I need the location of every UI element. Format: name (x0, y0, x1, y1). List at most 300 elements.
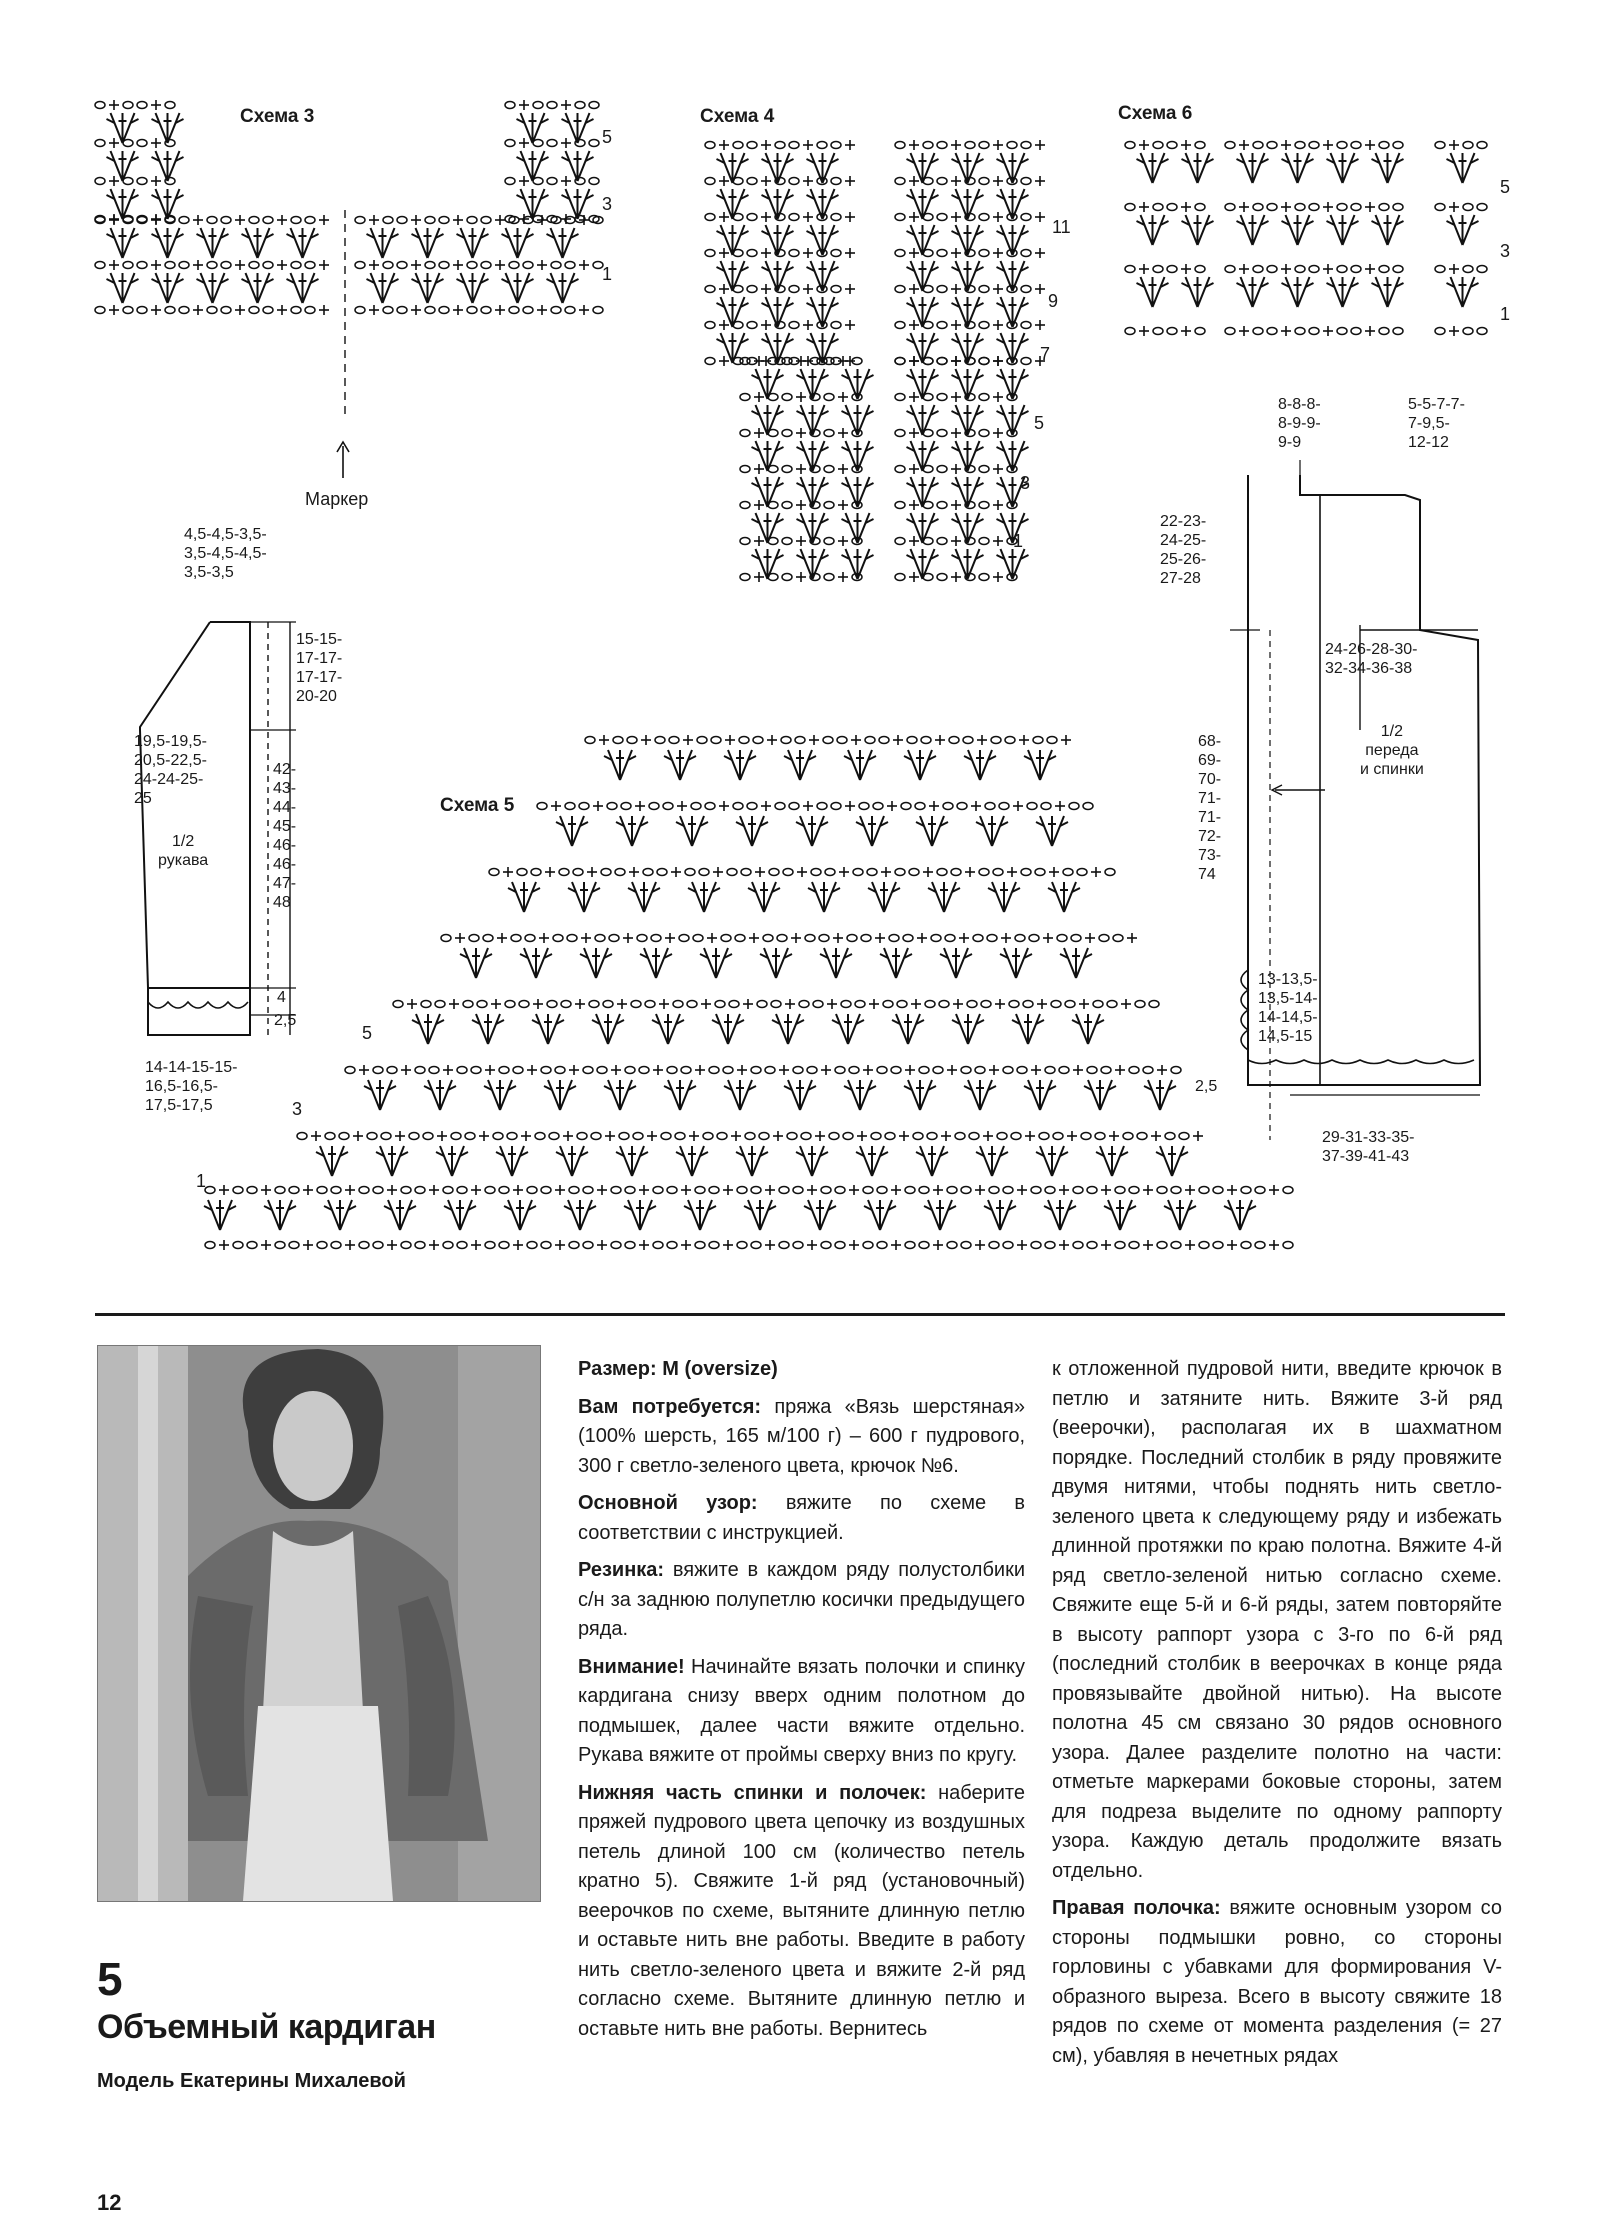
sleeve-top-width: 4,5-4,5-3,5- 3,5-4,5-4,5- 3,5-3,5 (184, 526, 267, 581)
stitch-stem (506, 228, 518, 258)
chain-mark (937, 574, 947, 581)
chain-mark (1153, 204, 1163, 211)
chain-mark (782, 574, 792, 581)
chain-mark (837, 737, 847, 744)
chain-mark (747, 214, 757, 221)
stitch-stem (776, 1014, 788, 1044)
sleeve-edge-height: 2,5 (274, 1012, 297, 1029)
chain-mark (1077, 869, 1087, 876)
chain-mark (747, 250, 757, 257)
stitch-stem (721, 153, 733, 183)
chain-mark (331, 1187, 341, 1194)
stitch-stem (168, 189, 180, 219)
chain-mark (789, 250, 799, 257)
chain-mark (1435, 204, 1445, 211)
text-column-1 (578, 1355, 1025, 2052)
section-divider (95, 1313, 1505, 1316)
stitch-stem (1331, 215, 1343, 245)
stitch-stem (680, 1146, 692, 1176)
stitch-stem (524, 948, 536, 978)
chain-mark (547, 178, 557, 185)
chain-mark (979, 574, 989, 581)
chain-mark (847, 935, 857, 942)
chain-mark (383, 217, 393, 224)
body-shoulder-width: 5-5-7-7- 7-9,5- 12-12 (1408, 396, 1465, 451)
chain-mark (733, 322, 743, 329)
chain-mark (1283, 1187, 1293, 1194)
stitch-stem (932, 882, 944, 912)
stitch-stem (911, 261, 923, 291)
stitch-stem (566, 151, 578, 181)
stitch-stem (608, 1080, 620, 1110)
chain-mark (1129, 1067, 1139, 1074)
stitch-stem (896, 1014, 908, 1044)
chain-mark (1435, 328, 1445, 335)
chain-mark (831, 286, 841, 293)
stitch-stem (246, 228, 258, 258)
chain-mark (1047, 737, 1057, 744)
chain-mark (123, 307, 133, 314)
stitch-stem (1112, 1146, 1124, 1176)
chain-mark (471, 1067, 481, 1074)
chain-mark (789, 286, 799, 293)
chain-mark (1125, 204, 1135, 211)
chain-mark (961, 1242, 971, 1249)
chain-mark (1017, 1067, 1027, 1074)
chain-mark (979, 502, 989, 509)
stitch-stem (220, 1200, 232, 1230)
schema-5-diagram (200, 720, 1320, 1260)
materials-paragraph: Вам потребуется: пряжа «Вязь шерстяная» (100% шерсть, 165 м/100 г) – 600 г пудрового, 300 г светло-зеленого цвета, крючок №6. (578, 1395, 1025, 1477)
chain-mark (737, 1187, 747, 1194)
stitch-stem (800, 1146, 812, 1176)
chain-mark (359, 1187, 369, 1194)
stitch-stem (566, 189, 578, 219)
schema-4-row-11: 11 (1052, 217, 1071, 237)
chain-mark (841, 1001, 851, 1008)
chain-mark (583, 1187, 593, 1194)
stitch-stem (1240, 1200, 1252, 1230)
chain-mark (975, 1067, 985, 1074)
stitch-stem (156, 151, 168, 181)
chain-mark (782, 358, 792, 365)
chain-mark (919, 1187, 929, 1194)
stitch-stem (716, 948, 728, 978)
chain-mark (317, 1242, 327, 1249)
chain-mark (1463, 142, 1473, 149)
stitch-stem (920, 750, 932, 780)
chain-mark (541, 1067, 551, 1074)
stitch-stem (868, 1200, 880, 1230)
chain-mark (1045, 1067, 1055, 1074)
chain-mark (485, 1187, 495, 1194)
stitch-stem (1048, 1200, 1060, 1230)
chain-mark (653, 1242, 663, 1249)
chain-mark (681, 1067, 691, 1074)
chain-mark (443, 1187, 453, 1194)
chain-mark (1153, 266, 1163, 273)
stitch-stem (1186, 215, 1198, 245)
stitch-stem (968, 1014, 980, 1044)
chain-mark (423, 1133, 433, 1140)
stitch-stem (944, 882, 956, 912)
stitch-stem (788, 1014, 800, 1044)
sleeve-bottom-width: 14-14-15-15- 16,5-16,5- 17,5-17,5 (145, 1059, 238, 1114)
chain-mark (1195, 142, 1205, 149)
chain-mark (782, 466, 792, 473)
chain-mark (639, 1067, 649, 1074)
stitch-stem (563, 273, 575, 303)
chain-mark (1051, 1001, 1061, 1008)
chain-mark (937, 538, 947, 545)
stitch-stem (524, 882, 536, 912)
stitch-stem (848, 1014, 860, 1044)
stitch-stem (846, 477, 858, 507)
chain-mark (425, 217, 435, 224)
stitch-stem (508, 1200, 520, 1230)
stitch-stem (440, 1080, 452, 1110)
stitch-stem (1298, 153, 1310, 183)
chain-mark (565, 262, 575, 269)
body-bottom-width: 29-31-33-35- 37-39-41-43 (1322, 1129, 1415, 1165)
stitch-stem (740, 816, 752, 846)
chain-mark (1337, 328, 1347, 335)
chain-mark (733, 178, 743, 185)
stitch-stem (911, 513, 923, 543)
chain-mark (533, 140, 543, 147)
chain-mark (777, 935, 787, 942)
chain-mark (1007, 142, 1017, 149)
chain-mark (813, 1001, 823, 1008)
chain-mark (733, 214, 743, 221)
stitch-stem (291, 273, 303, 303)
chain-mark (1021, 286, 1031, 293)
stitch-stem (1241, 153, 1253, 183)
chain-mark (779, 1242, 789, 1249)
stitch-stem (280, 1200, 292, 1230)
chain-mark (1195, 204, 1205, 211)
chain-mark (583, 1242, 593, 1249)
chain-mark (807, 1067, 817, 1074)
chain-mark (963, 737, 973, 744)
stitch-stem (500, 1146, 512, 1176)
stitch-stem (1463, 277, 1475, 307)
stitch-stem (756, 477, 768, 507)
chain-mark (1225, 204, 1235, 211)
chain-mark (1435, 142, 1445, 149)
chain-mark (415, 1187, 425, 1194)
stitch-stem (1141, 277, 1153, 307)
chain-mark (751, 1067, 761, 1074)
chain-mark (1255, 1242, 1265, 1249)
stitch-stem (704, 948, 716, 978)
chain-mark (1283, 1242, 1293, 1249)
chain-mark (547, 1001, 557, 1008)
stitch-stem (303, 228, 315, 258)
chain-mark (275, 1187, 285, 1194)
stitch-stem (846, 549, 858, 579)
chain-mark (1021, 142, 1031, 149)
chain-mark (877, 1187, 887, 1194)
chain-mark (735, 935, 745, 942)
chain-mark (947, 1187, 957, 1194)
chain-mark (483, 935, 493, 942)
chain-mark (1213, 1187, 1223, 1194)
sleeve-length: 42- 43- 44- 45- 46- 46- 47- 48 (273, 761, 297, 911)
schema-4-row-7: 7 (1040, 344, 1051, 364)
chain-mark (463, 1001, 473, 1008)
chain-mark (782, 538, 792, 545)
chain-mark (1337, 142, 1347, 149)
chain-mark (923, 466, 933, 473)
chain-mark (863, 1242, 873, 1249)
stitch-stem (1298, 215, 1310, 245)
chain-mark (247, 1242, 257, 1249)
chain-mark (1129, 1187, 1139, 1194)
chain-mark (123, 178, 133, 185)
chain-mark (1167, 204, 1177, 211)
chain-mark (1167, 266, 1177, 273)
stitch-stem (168, 151, 180, 181)
stitch-stem (560, 1080, 572, 1110)
stitch-stem (824, 882, 836, 912)
chain-mark (291, 307, 301, 314)
chain-mark (165, 102, 175, 109)
stitch-stem (383, 273, 395, 303)
stitch-stem (1040, 1080, 1052, 1110)
chain-mark (583, 1067, 593, 1074)
main-pattern-paragraph: Основной узор: вяжите по схеме в соответствии с инструкцией. (578, 1492, 1025, 1544)
chain-mark (775, 803, 785, 810)
chain-mark (979, 178, 989, 185)
stitch-stem (1198, 153, 1210, 183)
chain-mark (895, 394, 905, 401)
chain-mark (499, 1067, 509, 1074)
chain-mark (705, 142, 715, 149)
chain-mark (1031, 1242, 1041, 1249)
stitch-stem (1160, 1146, 1172, 1176)
schema-6-diagram (1120, 135, 1500, 360)
stitch-stem (811, 189, 823, 219)
chain-mark (991, 737, 1001, 744)
schema-4-row-3: 3 (1020, 473, 1031, 493)
stitch-stem (1028, 750, 1040, 780)
chain-mark (1063, 869, 1073, 876)
chain-mark (1087, 1187, 1097, 1194)
stitch-stem (1001, 549, 1013, 579)
chain-mark (439, 307, 449, 314)
chain-mark (289, 1187, 299, 1194)
chain-mark (1379, 142, 1389, 149)
chain-mark (651, 935, 661, 942)
chain-mark (768, 538, 778, 545)
chain-mark (451, 1133, 461, 1140)
stitch-stem (908, 750, 920, 780)
chain-mark (795, 737, 805, 744)
chain-mark (331, 1242, 341, 1249)
chain-mark (871, 1133, 881, 1140)
stitch-stem (721, 225, 733, 255)
chain-mark (1125, 328, 1135, 335)
page-number: 12 (97, 2190, 122, 2215)
marker-arrow-icon (336, 440, 350, 480)
chain-mark (1157, 1242, 1167, 1249)
stitch-stem (1001, 441, 1013, 471)
stitch-stem (808, 1200, 820, 1230)
stitch-stem (533, 151, 545, 181)
chain-mark (649, 803, 659, 810)
chain-mark (937, 142, 947, 149)
chain-mark (589, 140, 599, 147)
chain-mark (355, 307, 365, 314)
stitch-stem (1160, 1080, 1172, 1110)
stitch-stem (644, 948, 656, 978)
stitch-stem (340, 1200, 352, 1230)
chain-mark (317, 1187, 327, 1194)
stitch-stem (578, 189, 590, 219)
body-inner-width: 24-26-28-30- 32-34-36-38 (1325, 641, 1418, 677)
stitch-stem (473, 228, 485, 258)
schema-3-row-3: 3 (602, 194, 613, 214)
chain-mark (593, 307, 603, 314)
stitch-stem (213, 228, 225, 258)
stitch-stem (476, 1014, 488, 1044)
chain-mark (745, 1133, 755, 1140)
chain-mark (1295, 204, 1305, 211)
chain-mark (747, 286, 757, 293)
chain-mark (703, 1133, 713, 1140)
chain-mark (1253, 328, 1263, 335)
chain-mark (1195, 328, 1205, 335)
stitch-stem (1052, 1146, 1064, 1176)
stitch-stem (448, 1200, 460, 1230)
stitch-stem (156, 189, 168, 219)
chain-mark (291, 217, 301, 224)
chain-mark (1199, 1242, 1209, 1249)
stitch-stem (578, 151, 590, 181)
chain-mark (939, 1001, 949, 1008)
stitch-stem (911, 189, 923, 219)
chain-mark (1267, 328, 1277, 335)
chain-mark (373, 1187, 383, 1194)
chain-mark (695, 1242, 705, 1249)
chain-mark (589, 178, 599, 185)
stitch-stem (620, 1080, 632, 1110)
chain-mark (537, 803, 547, 810)
chain-mark (1309, 266, 1319, 273)
stitch-stem (911, 333, 923, 363)
stitch-stem (860, 750, 872, 780)
attention-paragraph: Внимание! Начинайте вязать полочки и спинку кардигана снизу вверх одним полотном до подмышек, далее части вяжите отдельно. Рукава вяжите от проймы сверху вниз по кругу. (578, 1655, 1025, 1766)
chain-mark (305, 307, 315, 314)
schema-5-row-5: 5 (362, 1023, 373, 1043)
chain-mark (937, 502, 947, 509)
chain-mark (625, 1187, 635, 1194)
chain-mark (667, 1187, 677, 1194)
chain-mark (895, 286, 905, 293)
stitch-stem (911, 369, 923, 399)
chain-mark (895, 538, 905, 545)
chain-mark (367, 1133, 377, 1140)
stitch-stem (168, 113, 180, 143)
stitch-stem (1004, 882, 1016, 912)
stitch-stem (1451, 277, 1463, 307)
stitch-stem (688, 1200, 700, 1230)
chain-mark (637, 935, 647, 942)
chain-mark (895, 430, 905, 437)
chain-mark (821, 1242, 831, 1249)
chain-mark (1477, 266, 1487, 273)
chain-mark (137, 262, 147, 269)
stitch-stem (620, 816, 632, 846)
stitch-stem (1001, 369, 1013, 399)
schema-6-row-1: 1 (1500, 304, 1511, 324)
stitch-stem (700, 1200, 712, 1230)
stitch-stem (980, 750, 992, 780)
stitch-stem (911, 441, 923, 471)
chain-mark (291, 262, 301, 269)
chain-mark (1107, 1001, 1117, 1008)
chain-mark (1463, 204, 1473, 211)
stitch-stem (846, 513, 858, 543)
chain-mark (937, 178, 947, 185)
stitch-stem (1001, 477, 1013, 507)
chain-mark (1253, 266, 1263, 273)
chain-mark (923, 250, 933, 257)
chain-mark (717, 1133, 727, 1140)
chain-mark (829, 1133, 839, 1140)
chain-mark (589, 1001, 599, 1008)
stitch-stem (123, 151, 135, 181)
chain-mark (757, 1001, 767, 1008)
stitch-stem (656, 948, 668, 978)
chain-mark (919, 1067, 929, 1074)
stitch-stem (956, 1014, 968, 1044)
stitch-stem (1001, 297, 1013, 327)
schema-6-title: Схема 6 (1118, 103, 1193, 124)
schema-6-row-5: 5 (1500, 177, 1511, 197)
stitch-stem (800, 816, 812, 846)
chain-mark (547, 102, 557, 109)
stitch-stem (560, 816, 572, 846)
text-column-2 (1052, 1355, 1502, 2079)
chain-mark (1027, 803, 1037, 810)
stitch-stem (920, 1080, 932, 1110)
chain-mark (547, 140, 557, 147)
stitch-stem (156, 273, 168, 303)
chain-mark (485, 1242, 495, 1249)
chain-mark (633, 1133, 643, 1140)
chain-mark (979, 322, 989, 329)
chain-mark (705, 286, 715, 293)
chain-mark (123, 262, 133, 269)
chain-mark (95, 102, 105, 109)
chain-mark (1171, 1187, 1181, 1194)
chain-mark (979, 286, 989, 293)
stitch-stem (572, 816, 584, 846)
stitch-stem (932, 1146, 944, 1176)
stitch-stem (776, 948, 788, 978)
chain-mark (889, 935, 899, 942)
stitch-stem (1172, 1146, 1184, 1176)
chain-mark (801, 1133, 811, 1140)
stitch-stem (716, 1014, 728, 1044)
chain-mark (768, 574, 778, 581)
chain-mark (467, 217, 477, 224)
chain-mark (895, 358, 905, 365)
chain-mark (779, 1187, 789, 1194)
stitch-stem (911, 477, 923, 507)
